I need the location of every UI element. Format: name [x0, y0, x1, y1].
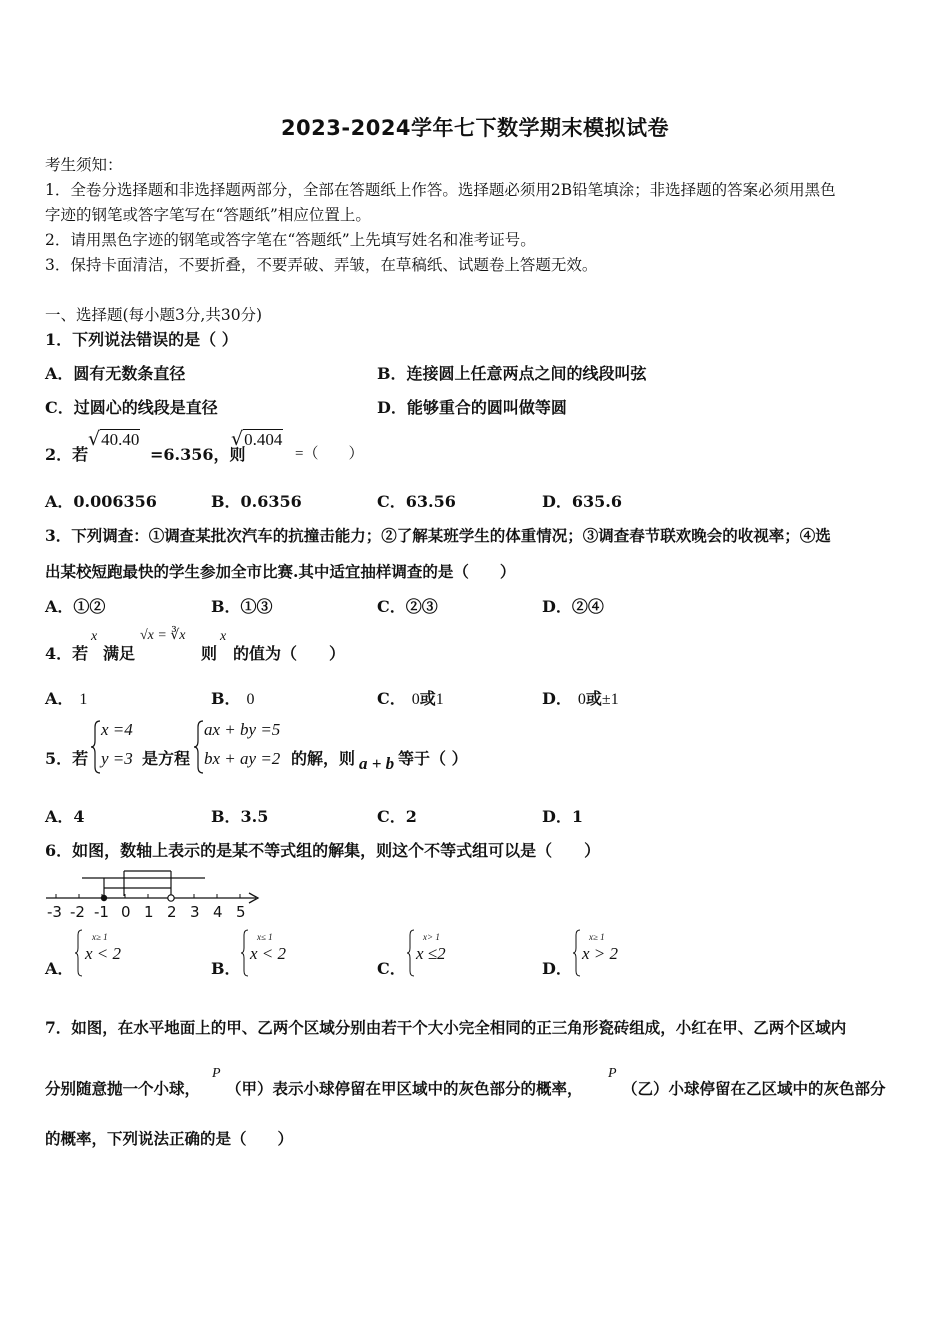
- option-or: 或: [585, 689, 602, 708]
- question-4-option-c: [377, 686, 444, 709]
- option-or: 或: [419, 689, 436, 708]
- question-7-p-symbol-1: P: [212, 1066, 221, 1081]
- question-3-option-b: B．①③: [211, 597, 273, 616]
- question-5-suffix: 等于（ ）: [398, 749, 468, 768]
- question-4-satisfy: 满足: [103, 644, 136, 663]
- question-2-prefix: 2．若: [45, 445, 89, 464]
- question-2-option-d: D．635.6: [542, 492, 622, 511]
- question-4-then: 则: [201, 644, 218, 663]
- question-7-line-2b: （甲）表示小球停留在甲区域中的灰色部分的概率，: [226, 1079, 583, 1098]
- question-6-option-c-top: x> 1: [423, 932, 440, 942]
- tick-label: 4: [213, 903, 223, 921]
- question-5-system-1-line-2: y =3: [101, 749, 133, 768]
- question-5-a-plus-b: a + b: [359, 754, 395, 773]
- question-5-prefix: 5．若: [45, 749, 89, 768]
- option-value-2: ±1: [601, 691, 619, 708]
- option-value-2: 1: [435, 691, 444, 708]
- question-6-option-b-bottom: x < 2: [250, 944, 287, 963]
- question-6-option-a-brace: [74, 928, 84, 978]
- question-4-prefix: 4．若: [45, 644, 89, 663]
- question-2-option-b: B．0.6356: [211, 492, 302, 511]
- question-6-option-d-top: x≥ 1: [589, 932, 605, 942]
- question-1-option-a: A．圆有无数条直径: [45, 364, 186, 383]
- question-7-p-symbol-2: P: [608, 1066, 617, 1081]
- question-4-option-b: [211, 686, 255, 709]
- question-1-option-d: D．能够重合的圆叫做等圆: [377, 398, 567, 417]
- tick-label: 3: [190, 903, 200, 921]
- tick-label: 5: [236, 903, 246, 921]
- question-6-option-a-bottom: x < 2: [85, 944, 122, 963]
- option-value: 0: [577, 691, 586, 708]
- question-6-option-d-brace: [572, 928, 582, 978]
- option-value: 0: [246, 691, 255, 708]
- notice-line-1a: 1．全卷分选择题和非选择题两部分，全部在答题纸上作答。选择题必须用2B铅笔填涂；非选择题的答案必须用黑色: [45, 181, 836, 199]
- question-6-stem: 6．如图，数轴上表示的是某不等式组的解集，则这个不等式组可以是（ ）: [45, 841, 601, 860]
- question-2-radical-2: √0.404: [231, 428, 283, 450]
- question-2-mid: =6.356，则: [150, 445, 246, 464]
- question-6-option-d-label: D．: [542, 959, 572, 978]
- question-2-suffix: =（ ）: [295, 446, 364, 462]
- question-2-radical-1: √40.40: [88, 428, 140, 450]
- question-4-var-x-2: x: [220, 629, 227, 644]
- question-7-line-2a: 分别随意抛一个小球，: [45, 1079, 201, 1098]
- question-2-option-a: A．0.006356: [45, 492, 157, 511]
- question-4-option-a: [45, 686, 87, 709]
- question-2-radicand-1: 40.40: [101, 430, 140, 449]
- question-4-var-x: x: [91, 629, 98, 644]
- question-3-stem-line-1: 3．下列调查：①调查某批次汽车的抗撞击能力；②了解某班学生的体重情况；③调查春节联欢晚会的收视率；④选: [45, 526, 831, 545]
- question-4-option-d: [542, 686, 619, 709]
- question-4-suffix: 的值为（ ）: [233, 644, 346, 663]
- question-5-option-a: A．4: [45, 807, 85, 826]
- question-6-option-c-bottom: x ≤2: [416, 944, 446, 963]
- question-5-is-equation: 是方程: [142, 749, 191, 768]
- question-5-option-d: D．1: [542, 807, 584, 826]
- question-7-line-1: 7．如图，在水平地面上的甲、乙两个区域分别由若干个大小完全相同的正三角形瓷砖组成，小红在甲、乙两个区域内: [45, 1018, 847, 1037]
- question-1-option-c: C．过圆心的线段是直径: [45, 398, 218, 417]
- question-3-option-c: C．②③: [377, 597, 438, 616]
- option-label: B．: [211, 689, 241, 708]
- notice-line-2: 2．请用黑色字迹的钢笔或答字笔在“答题纸”上先填写姓名和准考证号。: [45, 231, 536, 249]
- question-2-radicand-2: 0.404: [244, 430, 283, 449]
- page-title: 2023-2024学年七下数学期末模拟试卷: [280, 116, 670, 140]
- notice-heading: 考生须知：: [45, 156, 123, 174]
- question-5-option-b: B．3.5: [211, 807, 269, 826]
- tick-label: -1: [94, 903, 109, 921]
- question-5-system-2-line-2: bx + ay =2: [204, 749, 281, 768]
- question-4-equation: √x = ∛x: [140, 628, 186, 643]
- option-value: 1: [79, 691, 88, 708]
- question-5-solution-then: 的解，则: [291, 749, 356, 768]
- tick-label: 0: [121, 903, 131, 921]
- question-6-option-a-top: x≥ 1: [92, 932, 108, 942]
- question-5-system-1-line-1: x =4: [101, 720, 133, 739]
- question-7-line-2c: （乙）小球停留在乙区域中的灰色部分: [622, 1079, 886, 1098]
- question-7-line-3: 的概率，下列说法正确的是（ ）: [45, 1129, 294, 1148]
- question-6-option-a-label: A．: [45, 959, 74, 978]
- option-label: D．: [542, 689, 572, 708]
- question-6-option-b-label: B．: [211, 959, 241, 978]
- question-5-system-2-line-1: ax + by =5: [204, 720, 281, 739]
- question-3-option-d: D．②④: [542, 597, 604, 616]
- tick-label: -3: [47, 903, 62, 921]
- section-heading: 一、选择题(每小题3分,共30分): [45, 306, 263, 324]
- question-3-option-a: A．①②: [45, 597, 106, 616]
- notice-line-3: 3．保持卡面清洁，不要折叠，不要弄破、弄皱，在草稿纸、试题卷上答题无效。: [45, 256, 598, 274]
- question-2-option-c: C．63.56: [377, 492, 456, 511]
- question-6-option-c-brace: [406, 928, 416, 978]
- question-6-option-c-label: C．: [377, 959, 406, 978]
- question-6-option-b-brace: [240, 928, 250, 978]
- question-1-stem: 1．下列说法错误的是（ ）: [45, 330, 238, 349]
- tick-label: 2: [167, 903, 177, 921]
- question-1-option-b: B．连接圆上任意两点之间的线段叫弦: [377, 364, 647, 383]
- option-label: A．: [45, 689, 74, 708]
- option-label: C．: [377, 689, 406, 708]
- notice-line-1b: 字迹的钢笔或答字笔写在“答题纸”相应位置上。: [45, 206, 371, 224]
- tick-label: -2: [70, 903, 85, 921]
- question-5-option-c: C．2: [377, 807, 417, 826]
- tick-label: 1: [144, 903, 154, 921]
- option-value: 0: [411, 691, 420, 708]
- question-3-stem-line-2: 出某校短跑最快的学生参加全市比赛.其中适宜抽样调查的是（ ）: [45, 562, 516, 581]
- question-6-option-d-bottom: x > 2: [582, 944, 619, 963]
- question-6-option-b-top: x≤ 1: [257, 932, 273, 942]
- number-line: [42, 866, 267, 922]
